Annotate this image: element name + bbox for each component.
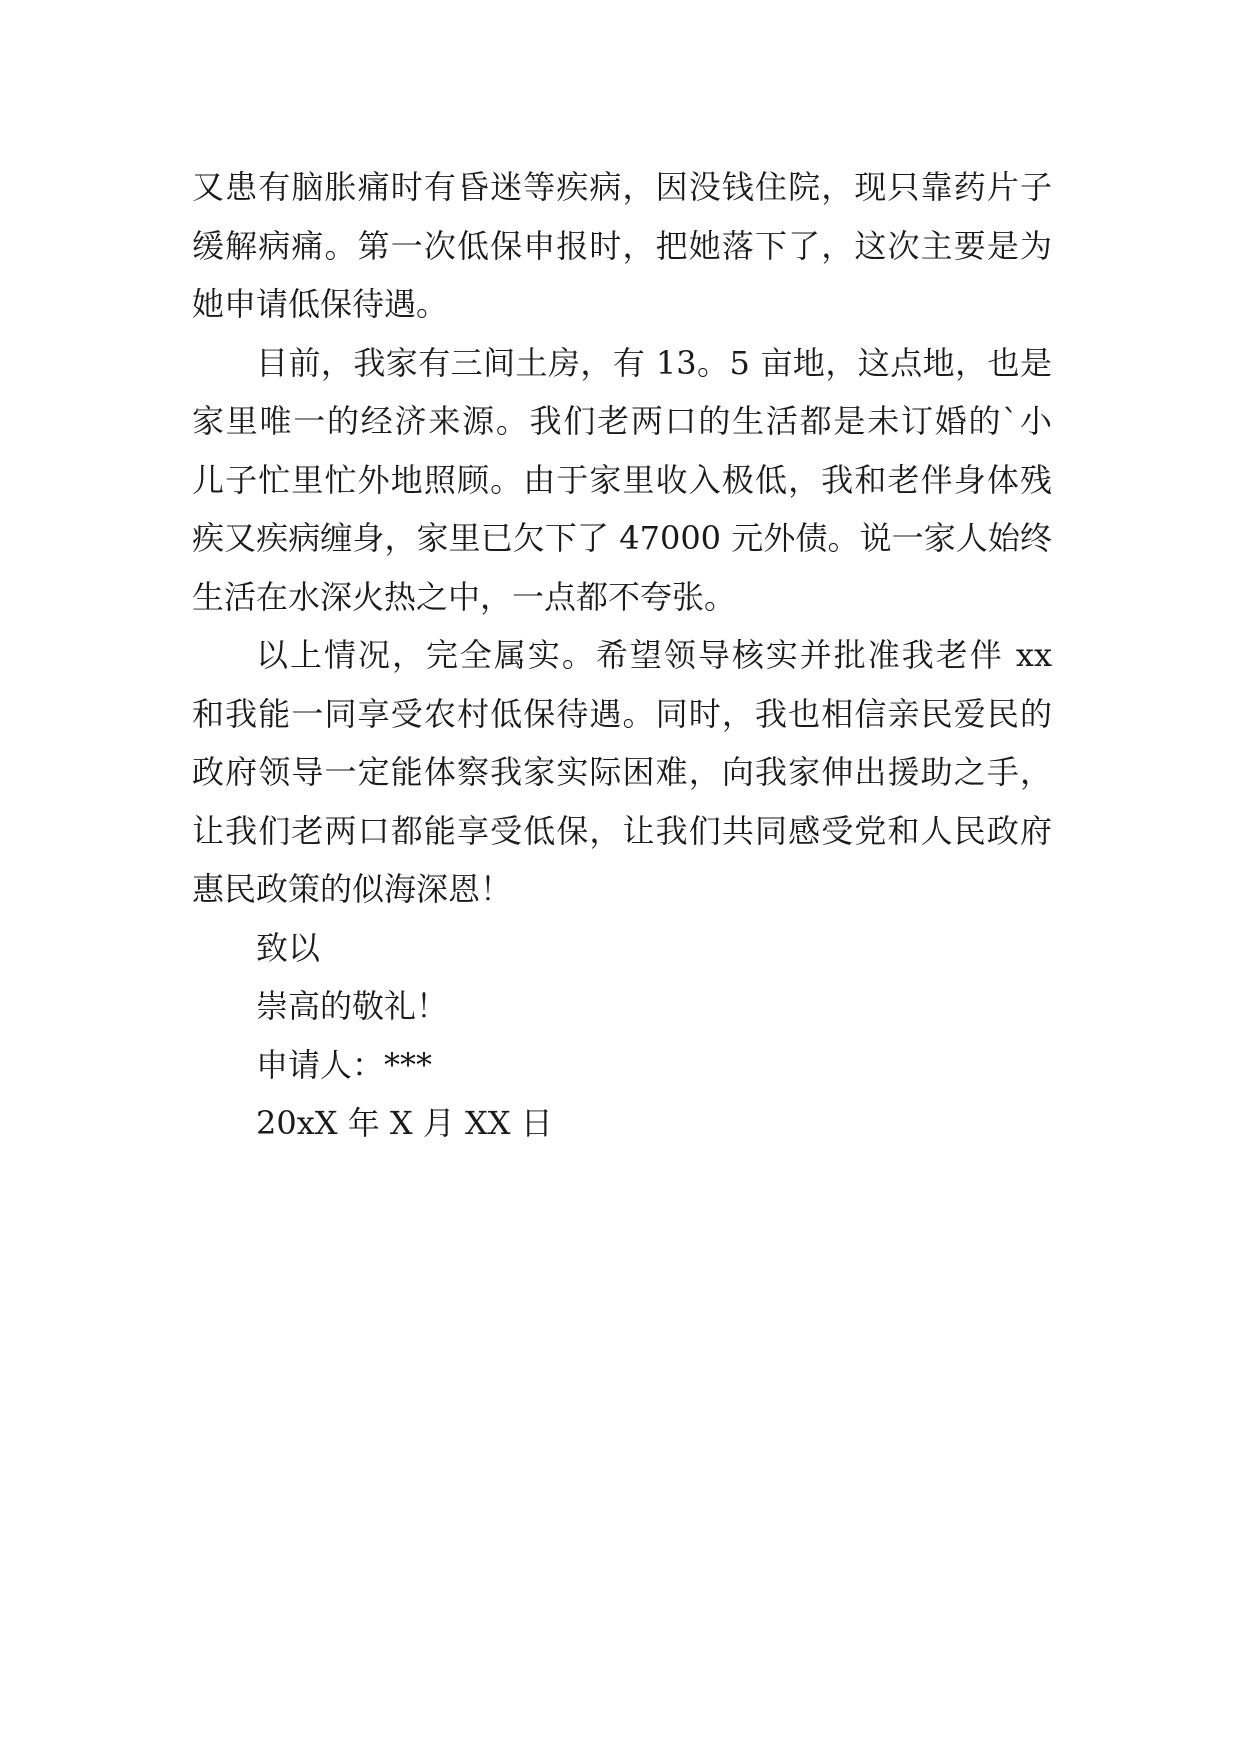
- salutation-line-1: 致以: [256, 928, 321, 967]
- paragraph-line: 和我能一同享受农村低保待遇。同时，我也相信亲民爱民的: [192, 694, 1052, 733]
- paragraph-line: 儿子忙里忙外地照顾。由于家里收入极低，我和老伴身体残: [192, 460, 1052, 499]
- paragraph-2: [192, 334, 1052, 627]
- paragraph-line: 让我们老两口都能享受低保，让我们共同感受党和人民政府: [192, 811, 1052, 850]
- paragraph-line: 又患有脑胀痛时有昏迷等疾病，因没钱住院，现只靠药片子: [192, 168, 1052, 206]
- closing-block: [192, 919, 1052, 1153]
- paragraph-line: 家里唯一的经济来源。我们老两口的生活都是未订婚的`小: [192, 402, 1052, 440]
- document-page: [192, 158, 1052, 1153]
- applicant-signature: 申请人：***: [256, 1045, 433, 1084]
- paragraph-3: [192, 626, 1052, 919]
- paragraph-line: 惠民政策的似海深恩！: [192, 870, 513, 908]
- paragraph-line: 她申请低保待遇。: [192, 285, 449, 323]
- paragraph-line: 以上情况，完全属实。希望领导核实并批准我老伴 xx: [256, 636, 1052, 674]
- paragraph-line: 目前，我家有三间土房，有 13。5 亩地，这点地，也是: [256, 343, 1052, 382]
- date-line: 20xX 年 X 月 XX 日: [256, 1104, 553, 1142]
- paragraph-1: [192, 158, 1052, 334]
- paragraph-line: 缓解病痛。第一次低保申报时，把她落下了，这次主要是为: [192, 226, 1052, 265]
- salutation-line-2: 崇高的敬礼！: [256, 987, 449, 1025]
- paragraph-line: 生活在水深火热之中，一点都不夸张。: [192, 577, 737, 616]
- paragraph-line: 疾又疾病缠身，家里已欠下了 47000 元外债。说一家人始终: [192, 519, 1052, 557]
- paragraph-line: 政府领导一定能体察我家实际困难，向我家伸出援助之手，: [192, 753, 1052, 791]
